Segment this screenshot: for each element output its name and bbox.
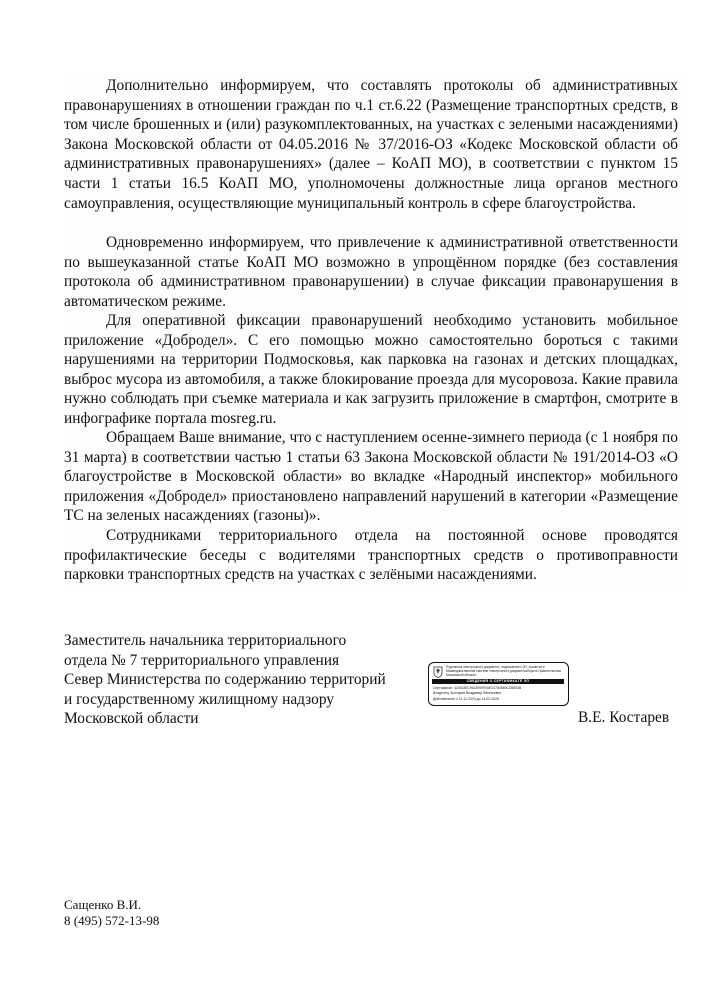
coat-of-arms-icon xyxy=(433,666,443,678)
paragraph-protocols: Дополнительно информируем, что составлять протоколы об административных правонарушениях в отношении граждан по ч.1 ст.6.22 (Размещение транспортных средств, в том числе брошенных и (или) разукомплектованных, на участках с зелеными насаждениями) Закона Московской области от 04.05.2016 № 37/2016-ОЗ «Кодекс Московской области об административных правонарушениях» (далее – КоАП МО), в соответствии с пунктом 15 части 1 статьи 16.5 КоАП МО, уполномочены должностные лица органов местного самоуправления, осуществляющие муниципальный контроль в сфере благоустройства. xyxy=(64,77,678,212)
executor-name: Сащенко В.И. xyxy=(64,897,142,912)
executor-contact xyxy=(64,897,159,928)
paragraph-liability: Одновременно информируем, что привлечение к административной ответственности по вышеуказанной статье КоАП МО возможно в упрощённом порядке (без составления протокола об административном правонарушении) в случае фиксации правонарушения в автоматическом режиме. xyxy=(64,234,678,310)
electronic-signature-stamp xyxy=(428,662,569,706)
signer-position-line: Заместитель начальника территориального xyxy=(64,632,347,649)
stamp-header-text: Подлинник электронного документа, подписанного ЭП, хранится в Межведомственной системе электронного документооборота Правительства Московской области xyxy=(446,665,561,678)
executor-phone: 8 (495) 572-13-98 xyxy=(64,912,160,928)
signer-position xyxy=(64,631,404,729)
stamp-validity: Действителен с 21-11-2024 до 14-02-2026 xyxy=(433,696,499,701)
signer-position-line: и государственному жилищному надзору xyxy=(64,690,335,708)
stamp-title: СВЕДЕНИЯ О СЕРТИФИКАТЕ ЭП xyxy=(432,679,564,684)
paragraph-winter-period: Обращаем Ваше внимание, что с наступлением осенне-зимнего периода (с 1 ноября по 31 марта) в соответствии частью 1 статьи 63 Закона Московской области № 191/2014-ОЗ «О благоустройстве в Московской области» во вкладке «Народный инспектор» мобильного приложения «Добродел» приостановлено направлений нарушений в категории «Размещение ТС на зеленых насаждениях (газоны)». xyxy=(64,429,678,525)
paragraph-dobrodel-app: Для оперативной фиксации правонарушений необходимо установить мобильное приложение «Добродел». С его помощью можно самостоятельно бороться с такими нарушениями на территории Подмосковья, как парковка на газонах и детских площадках, выброс мусора из автомобиля, а также блокирование проезда для мусоровоза. Какие правила нужно соблюдать при съемке материала и как загрузить приложение в смартфон, смотрите в инфографике портала mosreg.ru. xyxy=(64,312,678,427)
signer-position-line: Московской области xyxy=(64,710,199,727)
signer-name: В.Е. Костарев xyxy=(578,709,670,726)
stamp-owner: Владелец: Костарев Владимир Евгеньевич xyxy=(433,691,502,696)
paragraph-prevention: Сотрудниками территориального отдела на постоянной основе проводятся профилактические беседы с водителями транспортных средств о противоправности парковки транспортных средств на участках с зелёными насаждениями. xyxy=(64,527,678,584)
signer-position-line: отдела № 7 территориального управления xyxy=(64,651,340,669)
signer-position-line: Север Министерства по содержанию территорий xyxy=(64,671,386,688)
stamp-certificate: Сертификат: 4240180C9613950904EC4784565CD5834B xyxy=(433,686,522,690)
